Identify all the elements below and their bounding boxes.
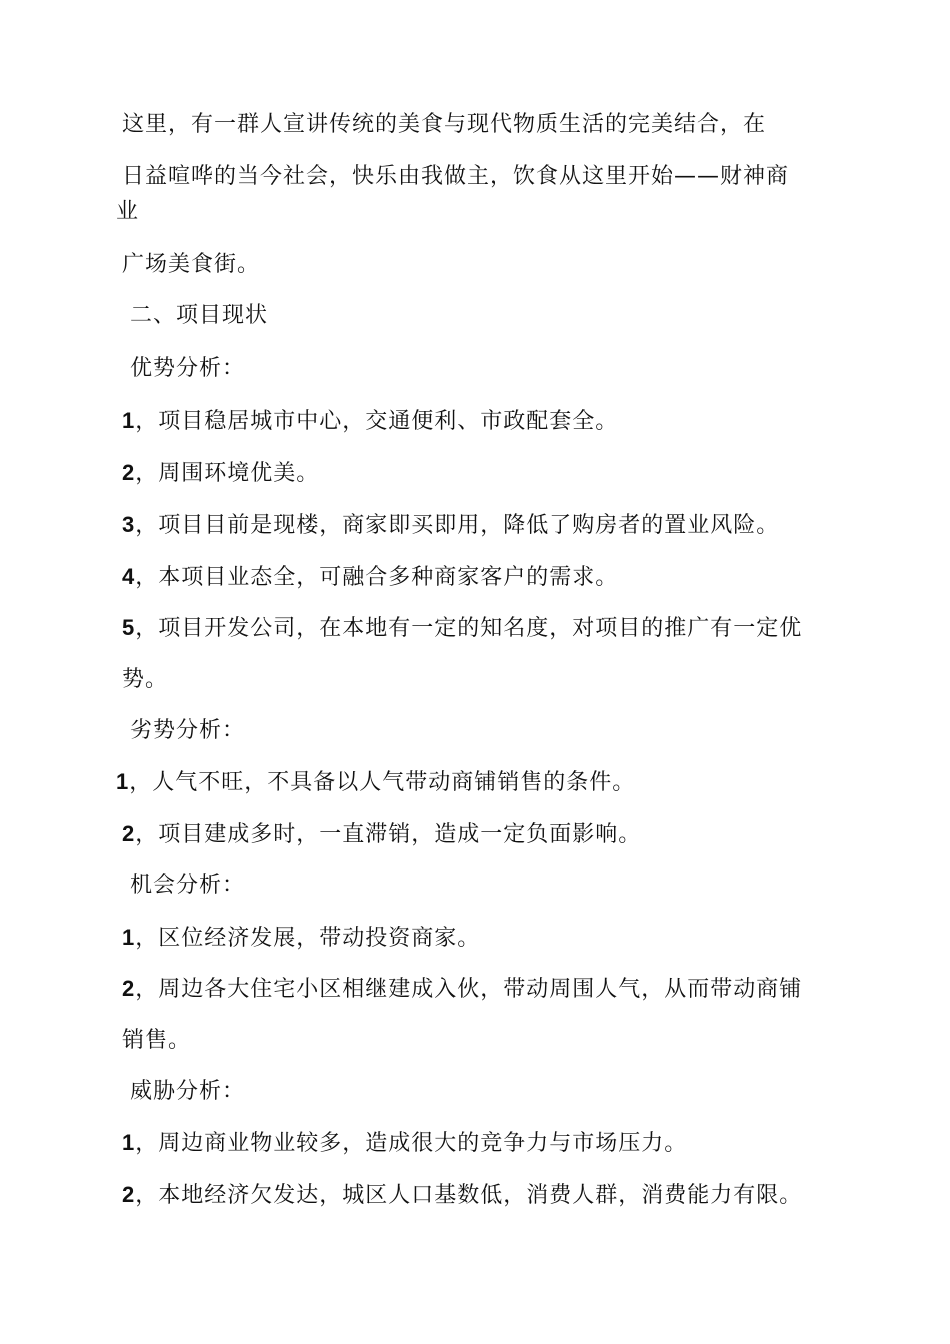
item-number: 3 [122, 512, 136, 537]
item-text: ，周边商业物业较多，造成很大的竞争力与市场压力。 [135, 1131, 688, 1156]
item-number: 4 [122, 564, 136, 589]
strength-item-5 [122, 614, 802, 643]
item-number: 1 [122, 1130, 136, 1155]
threat-item-1 [122, 1129, 687, 1158]
intro-line-4: 广场美食街。 [122, 252, 261, 277]
intro-line-3: 业 [116, 199, 140, 224]
opportunity-item-2 [122, 975, 802, 1004]
strength-item-3 [122, 511, 779, 540]
item-text: ，周边各大住宅小区相继建成入伙，带动周围人气，从而带动商铺 [135, 977, 803, 1002]
threat-item-2 [122, 1181, 802, 1210]
strength-item-2 [122, 459, 319, 488]
item-text: ，区位经济发展，带动投资商家。 [135, 926, 481, 951]
strength-item-1 [122, 407, 618, 436]
strength-item-5-continued: 势。 [122, 667, 169, 692]
item-number: 5 [122, 615, 136, 640]
item-text: ，本项目业态全，可融合多种商家客户的需求。 [135, 565, 619, 590]
item-text: ，项目稳居城市中心，交通便利、市政配套全。 [135, 409, 619, 434]
item-number: 2 [122, 1182, 136, 1207]
item-text: ，本地经济欠发达，城区人口基数低，消费人群，消费能力有限。 [135, 1183, 803, 1208]
item-number: 1 [122, 408, 136, 433]
intro-line-1: 这里，有一群人宣讲传统的美食与现代物质生活的完美结合，在 [122, 112, 767, 137]
item-number: 1 [116, 769, 130, 794]
item-text: ，人气不旺，不具备以人气带动商铺销售的条件。 [129, 770, 636, 795]
item-number: 2 [122, 976, 136, 1001]
intro-line-2: 日益喧哗的当今社会，快乐由我做主，饮食从这里开始——财神商 [122, 164, 790, 189]
item-text: ，项目建成多时，一直滞销，造成一定负面影响。 [135, 822, 642, 847]
opportunity-item-2-continued: 销售。 [122, 1028, 192, 1053]
item-number: 2 [122, 460, 136, 485]
item-text: ，项目开发公司，在本地有一定的知名度，对项目的推广有一定优 [135, 616, 803, 641]
strength-item-4 [122, 563, 618, 592]
weakness-item-2 [122, 820, 641, 849]
strengths-heading: 优势分析： [130, 356, 246, 381]
item-number: 2 [122, 821, 136, 846]
threats-heading: 威胁分析： [130, 1079, 246, 1104]
weakness-item-1 [116, 768, 635, 797]
opportunities-heading: 机会分析： [130, 873, 246, 898]
item-text: ，周围环境优美。 [135, 461, 320, 486]
item-number: 1 [122, 925, 136, 950]
weaknesses-heading: 劣势分析： [130, 718, 246, 743]
item-text: ，项目目前是现楼，商家即买即用，降低了购房者的置业风险。 [135, 513, 780, 538]
section-heading: 二、项目现状 [130, 303, 269, 328]
opportunity-item-1 [122, 924, 480, 953]
